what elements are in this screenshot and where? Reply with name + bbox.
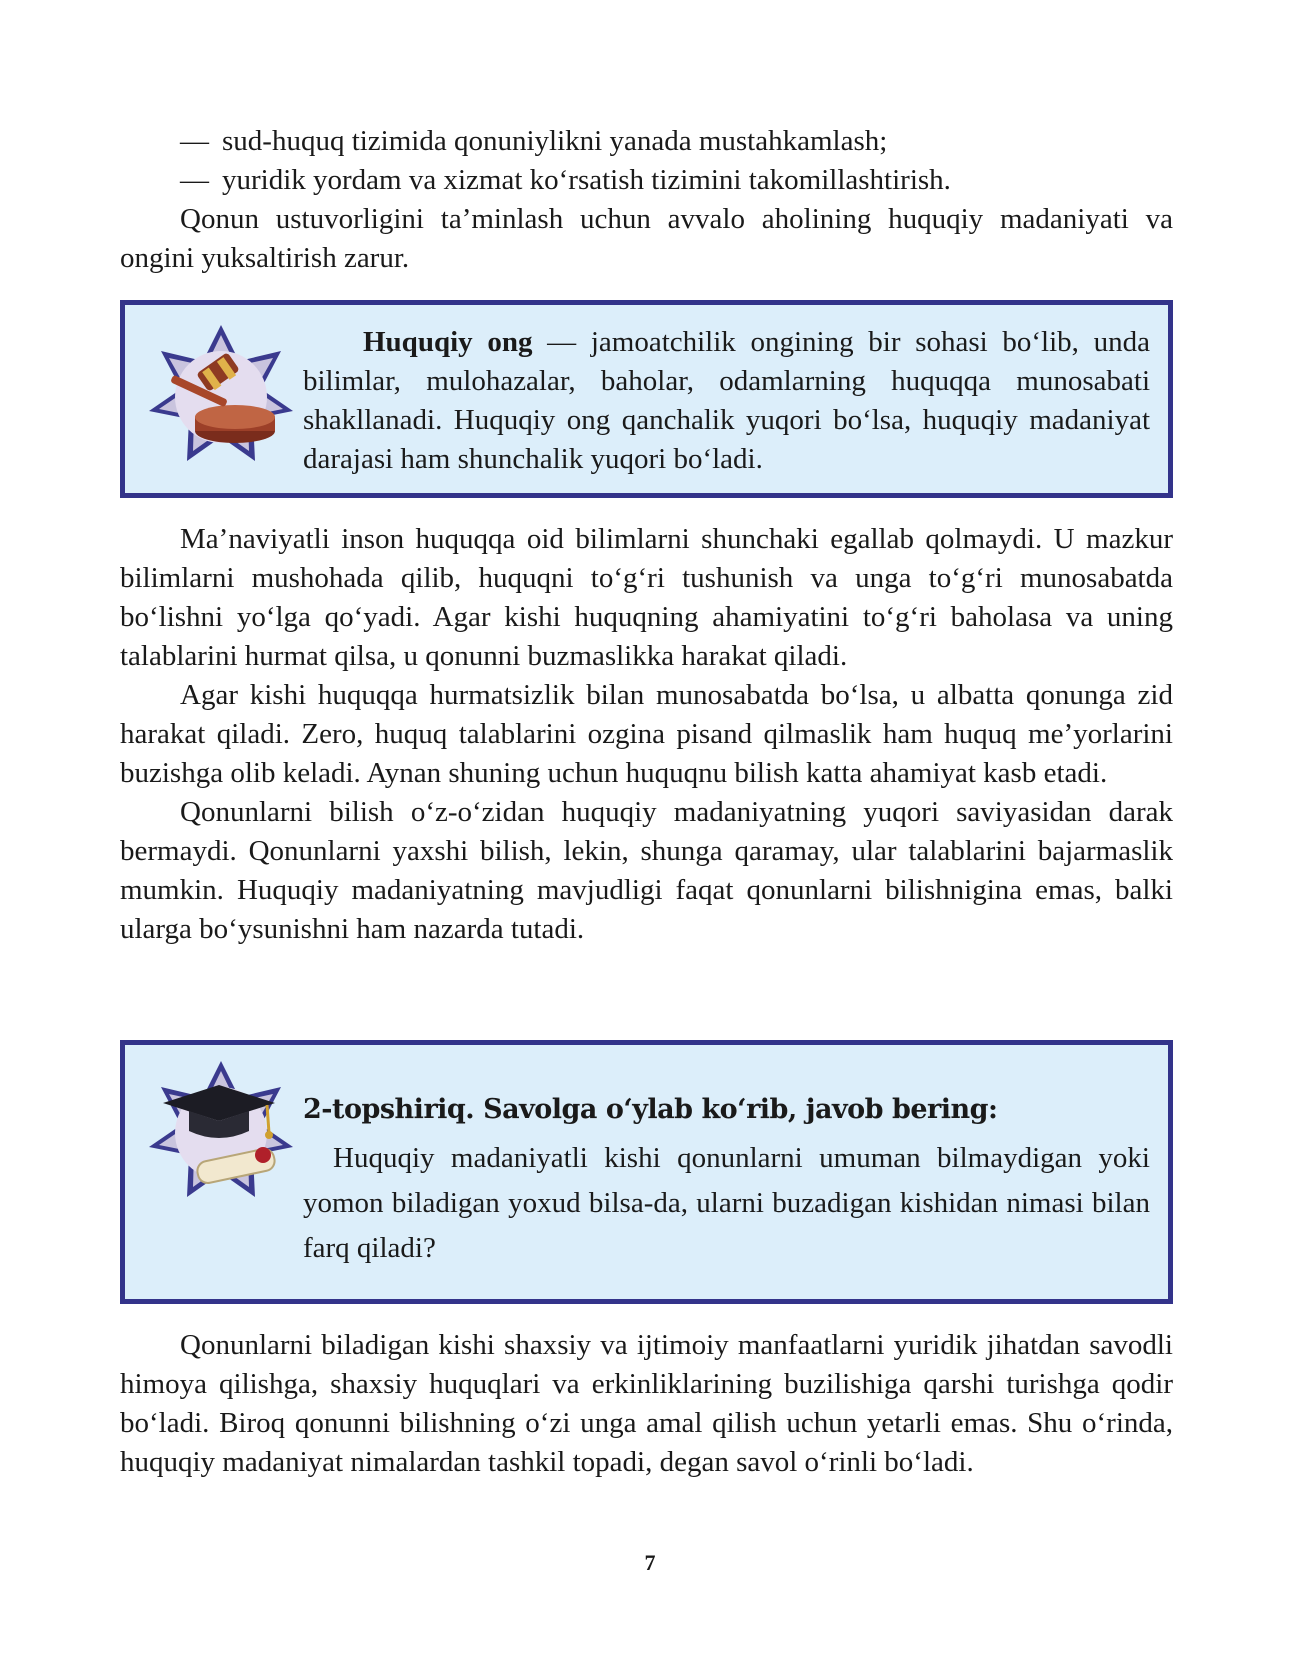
list-item-text: sud-huquq tizimida qonuniylikni yanada mustahkamlash;: [222, 125, 888, 157]
graduation-cap-icon: [147, 1059, 295, 1207]
body-section-2: [120, 1326, 1173, 1482]
task-title: 2-topshiriq. Savolga o‘ylab ko‘rib, javob bering:: [303, 1094, 998, 1125]
definition-term: Huquqiy ong: [363, 326, 533, 358]
definition-separator: —: [532, 326, 591, 358]
intro-section: [120, 122, 1173, 278]
list-item: [120, 161, 1173, 200]
body-paragraph: Agar kishi huquqqa hurmatsizlik bilan munosabatda bo‘lsa, u albatta qonunga zid harakat qiladi. Zero, huquq talablarini ozgina pisand qilmaslik ham huquq me’yorlarini buzishga olib keladi. Aynan shuning uchun huquqnu bilish katta ahamiyat kasb etadi.: [120, 679, 1173, 789]
page-number: 7: [644, 1550, 656, 1575]
definition-box: [120, 300, 1173, 498]
intro-paragraph: Qonun ustuvorligini ta’minlash uchun avvalo aholining huquqiy madaniyati va ongini yuksaltirish zarur.: [120, 203, 1173, 274]
list-item-text: yuridik yordam va xizmat ko‘rsatish tizimini takomillashtirish.: [222, 164, 951, 196]
definition-text: [303, 323, 1150, 479]
body-section-1: [120, 520, 1173, 949]
body-paragraph: Qonunlarni biladigan kishi shaxsiy va ijtimoiy manfaatlarni yuridik jihatdan savodli himoya qilishga, shaxsiy huquqlari va erkinliklarining buzilishiga qarshi turishga qodir bo‘ladi. Biroq qonunni bilishning o‘zi unga amal qilish uchun yetarli emas. Shu o‘rinda, huquqiy madaniyat nimalardan tashkil topadi, degan savol o‘rinli bo‘ladi.: [120, 1329, 1173, 1478]
definition-body: jamoatchilik ongining bir sohasi bo‘lib, unda bilimlar, mulohazalar, baholar, odamlarning huquqqa munosabati shakllanadi. Huquqiy ong qanchalik yuqori bo‘lsa, huquqiy madaniyat darajasi ham shunchalik yuqori bo‘ladi.: [303, 326, 1150, 475]
list-item: [120, 122, 1173, 161]
body-paragraph: Qonunlarni bilish o‘z-o‘zidan huquqiy madaniyatning yuqori saviyasidan darak bermaydi. Qonunlarni yaxshi bilish, lekin, shunga qaramay, ular talablarini bajarmaslik mumkin. Huquqiy madaniyatning mavjudligi faqat qonunlarni bilishnigina emas, balki ularga bo‘ysunishni ham nazarda tutadi.: [120, 796, 1173, 945]
gavel-icon: [147, 323, 295, 471]
task-content: [303, 1087, 1150, 1271]
dash-marker: —: [180, 125, 209, 157]
task-box: [120, 1040, 1173, 1304]
task-question: Huquqiy madaniyatli kishi qonunlarni umuman bilmaydigan yoki yomon biladigan yoxud bilsa-da, ularni buzadigan kishidan nimasi bilan farq qiladi?: [303, 1142, 1150, 1264]
body-paragraph: Ma’naviyatli inson huquqqa oid bilimlarni shunchaki egallab qolmaydi. U mazkur bilimlarni mushohada qilib, huquqni to‘g‘ri tushunish va unga to‘g‘ri munosabatda bo‘lishni yo‘lga qo‘yadi. Agar kishi huquqning ahamiyatini to‘g‘ri baholasa va uning talablarini hurmat qilsa, u qonunni buzmaslikka harakat qiladi.: [120, 523, 1173, 672]
dash-marker: —: [180, 164, 209, 196]
